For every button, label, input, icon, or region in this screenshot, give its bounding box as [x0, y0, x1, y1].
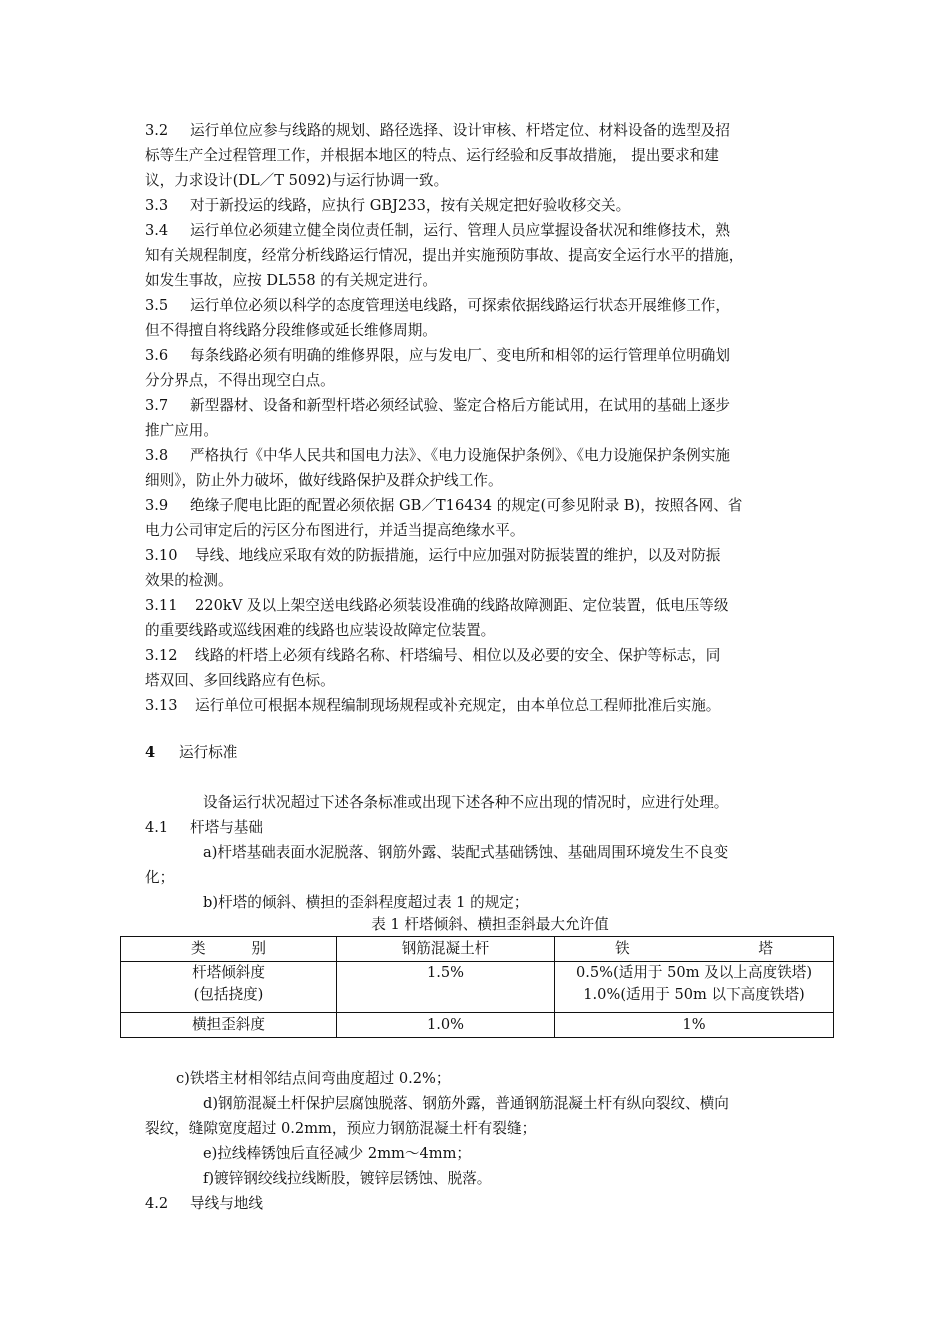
clause-text: 运行单位可根据本规程编制现场规程或补充规定，由本单位总工程师批准后实施。 — [195, 697, 721, 714]
clause-text: 每条线路必须有明确的维修界限，应与发电厂、变电所和相邻的运行管理单位明确划 — [190, 347, 730, 364]
clause-3-8-line-2: 细则》，防止外力破坏，做好线路保护及群众护线工作。 — [145, 472, 503, 489]
clause-text: 220kV 及以上架空送电线路必须装设准确的线路故障测距、定位装置，低电压等级 — [195, 597, 729, 614]
clause-3-6-line-2: 分分界点，不得出现空白点。 — [145, 372, 335, 389]
clause-3-7-line-1 — [145, 393, 805, 418]
row1-concrete-value: 1.5% — [337, 962, 555, 1013]
header-concrete-pole: 钢筋混凝土杆 — [337, 937, 555, 962]
row1-category-line-1: 杆塔倾斜度 — [192, 964, 265, 981]
clause-3-13-line-1 — [145, 693, 805, 718]
clause-number: 3.2 — [145, 122, 169, 139]
clause-text: 运行单位应参与线路的规划、路径选择、设计审核、杆塔定位、材料设备的选型及招 — [190, 122, 730, 139]
clause-3-5-line-1 — [145, 293, 805, 318]
clause-3-11-line-2: 的重要线路或巡线困难的线路也应装设故障定位装置。 — [145, 622, 496, 639]
header-steel-tower — [555, 937, 834, 962]
clause-number: 4.2 — [145, 1195, 169, 1212]
tolerance-table — [120, 936, 834, 1038]
clause-number: 3.11 — [145, 597, 178, 614]
clause-3-4-line-3: 如发生事故，应按 DL558 的有关规定进行。 — [145, 272, 438, 289]
clause-text: 新型器材、设备和新型杆塔必须经试验、鉴定合格后方能试用，在试用的基础上逐步 — [190, 397, 730, 414]
header-tower-part-2: 塔 — [758, 940, 773, 957]
row2-category: 横担歪斜度 — [121, 1013, 337, 1038]
section-number: 4 — [145, 744, 156, 761]
item-c: c)铁塔主材相邻结点间弯曲度超过 0.2%； — [176, 1070, 451, 1087]
clause-3-10-line-2: 效果的检测。 — [145, 572, 233, 589]
header-category-part-2: 别 — [251, 940, 266, 957]
clause-3-9-line-2: 电力公司审定后的污区分布图进行，并适当提高绝缘水平。 — [145, 522, 525, 539]
clause-number: 3.12 — [145, 647, 178, 664]
section-4-heading — [145, 740, 805, 765]
clause-text: 严格执行《中华人民共和国电力法》、《电力设施保护条例》、《电力设施保护条例实施 — [190, 447, 730, 464]
item-b: b)杆塔的倾斜、横担的歪斜程度超过表 1 的规定； — [203, 894, 529, 911]
clause-number: 3.7 — [145, 397, 169, 414]
clause-3-8-line-1 — [145, 443, 805, 468]
clause-3-4-line-1 — [145, 218, 805, 243]
clause-text: 对于新投运的线路，应执行 GBJ233，按有关规定把好验收移交关。 — [190, 197, 631, 214]
clause-text: 运行单位必须建立健全岗位责任制，运行、管理人员应掌握设备状况和维修技术，熟 — [190, 222, 730, 239]
clause-3-3-line-1 — [145, 193, 805, 218]
clause-number: 3.8 — [145, 447, 169, 464]
clause-3-11-line-1 — [145, 593, 805, 618]
clause-3-9-line-1 — [145, 493, 805, 518]
clause-number: 3.10 — [145, 547, 178, 564]
clause-number: 4.1 — [145, 819, 169, 836]
clause-number: 3.3 — [145, 197, 169, 214]
clause-3-2-line-1 — [145, 118, 805, 143]
subsection-4-1 — [145, 815, 805, 840]
subsection-4-2 — [145, 1191, 805, 1216]
clause-3-4-line-2: 知有关规程制度，经常分析线路运行情况，提出并实施预防事故、提高安全运行水平的措施， — [145, 247, 744, 264]
row1-tower-value — [555, 962, 834, 1013]
clause-text: 导线与地线 — [190, 1195, 263, 1212]
item-d-line-1: d)钢筋混凝土杆保护层腐蚀脱落、钢筋外露，普通钢筋混凝土杆有纵向裂纹、横向 — [203, 1095, 729, 1112]
clause-3-2-line-3: 议，力求设计(DL／T 5092)与运行协调一致。 — [145, 172, 449, 189]
clause-number: 3.9 — [145, 497, 169, 514]
row1-tower-line-2: 1.0%(适用于 50m 以下高度铁塔) — [583, 986, 805, 1003]
clause-text: 导线、地线应采取有效的防振措施，运行中应加强对防振装置的维护，以及对防振 — [195, 547, 721, 564]
table-row-tilt — [121, 962, 834, 1013]
row1-category-line-2: (包括挠度) — [193, 986, 264, 1003]
header-tower-part-1: 铁 — [615, 940, 630, 957]
clause-3-12-line-1 — [145, 643, 805, 668]
clause-3-5-line-2: 但不得擅自将线路分段维修或延长维修周期。 — [145, 322, 437, 339]
row2-tower-value: 1% — [555, 1013, 834, 1038]
section-title: 运行标准 — [179, 744, 238, 761]
item-e: e)拉线棒锈蚀后直径减少 2mm～4mm； — [203, 1145, 472, 1162]
clause-text: 绝缘子爬电比距的配置必须依据 GB／T16434 的规定(可参见附录 B)，按照各网、省 — [190, 497, 743, 514]
clause-3-12-line-2: 塔双回、多回线路应有色标。 — [145, 672, 335, 689]
section-4-intro: 设备运行状况超过下述各条标准或出现下述各种不应出现的情况时，应进行处理。 — [203, 794, 729, 811]
clause-3-6-line-1 — [145, 343, 805, 368]
row1-category — [121, 962, 337, 1013]
table-caption: 表 1 杆塔倾斜、横担歪斜最大允许值 — [371, 916, 609, 933]
table-row-crossarm — [121, 1013, 834, 1038]
clause-text: 杆塔与基础 — [190, 819, 263, 836]
clause-text: 线路的杆塔上必须有线路名称、杆塔编号、相位以及必要的安全、保护等标志，同 — [195, 647, 721, 664]
clause-3-2-line-2: 标等生产全过程管理工作，并根据本地区的特点、运行经验和反事故措施， 提出要求和建 — [145, 147, 719, 164]
clause-number: 3.5 — [145, 297, 169, 314]
item-a-line-2: 化； — [145, 869, 175, 886]
row2-concrete-value: 1.0% — [337, 1013, 555, 1038]
header-category — [121, 937, 337, 962]
item-f: f)镀锌钢绞线拉线断股，镀锌层锈蚀、脱落。 — [203, 1170, 492, 1187]
clause-text: 运行单位必须以科学的态度管理送电线路，可探索依据线路运行状态开展维修工作， — [190, 297, 730, 314]
clause-number: 3.13 — [145, 697, 178, 714]
clause-number: 3.4 — [145, 222, 169, 239]
item-d-line-2: 裂纹，缝隙宽度超过 0.2mm，预应力钢筋混凝土杆有裂缝； — [145, 1120, 537, 1137]
header-category-part-1: 类 — [191, 940, 206, 957]
item-a-line-1: a)杆塔基础表面水泥脱落、钢筋外露、装配式基础锈蚀、基础周围环境发生不良变 — [203, 844, 729, 861]
clause-3-7-line-2: 推广应用。 — [145, 422, 218, 439]
row1-tower-line-1: 0.5%(适用于 50m 及以上高度铁塔) — [575, 964, 813, 981]
clause-3-10-line-1 — [145, 543, 805, 568]
table-header-row — [121, 937, 834, 962]
clause-number: 3.6 — [145, 347, 169, 364]
